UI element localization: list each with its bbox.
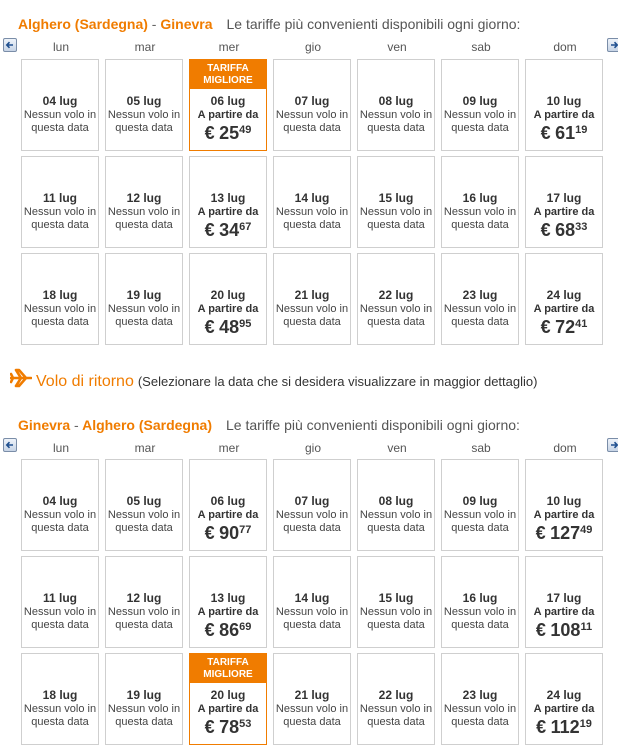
no-flight-text: Nessun volo in questa data [23,606,97,631]
day-name: mer [218,441,240,455]
cell-price [526,220,602,241]
cell-date: 05 lug [126,494,162,508]
cell-date: 17 lug [546,191,582,205]
cell-date: 12 lug [126,191,162,205]
currency-symbol: € [204,523,215,543]
price-integer: 86 [219,620,240,640]
cell-date: 06 lug [210,94,246,108]
outbound-route-to: Ginevra [160,16,213,32]
day-name: gio [304,441,321,455]
cell-date: 23 lug [462,688,498,702]
no-flight-text: Nessun volo in questa data [359,109,433,134]
cell-price [526,523,602,544]
day-cell [105,653,183,745]
day-cell[interactable] [189,156,267,248]
price-cents: 19 [575,124,588,136]
no-flight-text: Nessun volo in questa data [107,206,181,231]
cell-date: 04 lug [42,494,78,508]
day-cell[interactable] [525,653,603,745]
day-cell [21,59,99,151]
cell-date: 18 lug [42,688,78,702]
price-cents: 49 [239,124,252,136]
price-cents: 67 [239,221,252,233]
inbound-next-week-button[interactable] [607,438,618,452]
cell-date: 22 lug [378,688,414,702]
currency-symbol: € [204,123,215,143]
from-label: A partire da [533,109,595,121]
day-cell[interactable] [525,59,603,151]
return-flight-title: Volo di ritorno [36,373,134,390]
price-integer: 68 [555,220,576,240]
cell-date: 21 lug [294,288,330,302]
no-flight-text: Nessun volo in questa data [359,303,433,328]
day-cell [273,59,351,151]
no-flight-text: Nessun volo in questa data [107,303,181,328]
inbound-route [18,417,212,433]
return-flight-hint: (Selezionare la data che si desidera visualizzare in maggior dettaglio) [137,374,538,389]
no-flight-text: Nessun volo in questa data [107,509,181,534]
price-cents: 33 [575,221,588,233]
day-cell[interactable] [189,556,267,648]
cell-date: 20 lug [210,288,246,302]
from-label: A partire da [533,606,595,618]
best-fare-badge: TARIFFA MIGLIORE [190,654,266,683]
cell-date: 09 lug [462,94,498,108]
no-flight-text: Nessun volo in questa data [443,703,517,728]
price-integer: 78 [219,717,240,737]
no-flight-text: Nessun volo in questa data [107,703,181,728]
from-label: A partire da [197,303,259,315]
currency-symbol: € [204,620,215,640]
currency-symbol: € [536,717,547,737]
day-cell [357,156,435,248]
cell-date: 13 lug [210,591,246,605]
day-cell[interactable] [525,459,603,551]
cell-date: 24 lug [546,688,582,702]
day-name: ven [387,40,407,54]
price-cents: 19 [579,718,592,730]
price-integer: 72 [555,317,576,337]
price-cents: 11 [580,621,593,633]
day-cell [105,459,183,551]
day-cell [441,156,519,248]
no-flight-text: Nessun volo in questa data [275,703,349,728]
price-integer: 108 [550,620,581,640]
cell-price [526,123,602,144]
cell-price [526,317,602,338]
price-integer: 25 [219,123,240,143]
no-flight-text: Nessun volo in questa data [23,206,97,231]
cell-date: 14 lug [294,591,330,605]
cell-date: 05 lug [126,94,162,108]
cell-date: 12 lug [126,591,162,605]
price-cents: 77 [239,524,252,536]
day-name: mar [134,441,156,455]
day-cell[interactable] [525,156,603,248]
price-cents: 53 [239,718,252,730]
day-name: sab [471,441,491,455]
no-flight-text: Nessun volo in questa data [359,206,433,231]
inbound-route-separator: - [74,417,79,433]
day-cell [21,459,99,551]
cell-price [190,317,266,338]
day-cell [105,156,183,248]
price-integer: 48 [219,317,240,337]
cell-date: 09 lug [462,494,498,508]
day-cell[interactable] [189,253,267,345]
no-flight-text: Nessun volo in questa data [107,606,181,631]
day-cell [357,556,435,648]
day-cell [357,653,435,745]
price-cents: 69 [239,621,252,633]
cell-price [190,717,266,738]
day-name: gio [304,40,321,54]
day-cell[interactable] [189,653,267,745]
cell-price [190,220,266,241]
day-name: dom [553,441,577,455]
cell-date: 18 lug [42,288,78,302]
outbound-next-week-button[interactable] [607,38,618,52]
from-label: A partire da [197,703,259,715]
currency-symbol: € [204,317,215,337]
cell-date: 21 lug [294,688,330,702]
no-flight-text: Nessun volo in questa data [23,303,97,328]
day-cell [105,253,183,345]
from-label: A partire da [533,206,595,218]
cell-date: 07 lug [294,494,330,508]
from-label: A partire da [197,206,259,218]
price-cents: 41 [575,318,588,330]
day-cell [441,459,519,551]
day-name: sab [471,40,491,54]
no-flight-text: Nessun volo in questa data [275,303,349,328]
day-name: mar [134,40,156,54]
day-cell [357,253,435,345]
currency-symbol: € [540,220,551,240]
day-cell [273,459,351,551]
cell-date: 15 lug [378,591,414,605]
day-cell[interactable] [189,459,267,551]
cell-date: 20 lug [210,688,246,702]
no-flight-text: Nessun volo in questa data [443,109,517,134]
cell-date: 11 lug [42,591,77,605]
day-cell[interactable] [525,253,603,345]
no-flight-text: Nessun volo in questa data [23,509,97,534]
currency-symbol: € [540,123,551,143]
cell-date: 10 lug [546,94,582,108]
arrow-right-icon [608,439,618,451]
day-cell [441,556,519,648]
no-flight-text: Nessun volo in questa data [359,703,433,728]
inbound-header [18,417,520,437]
arrow-right-icon [608,39,618,51]
day-cell [21,156,99,248]
from-label: A partire da [197,109,259,121]
return-flight-header [10,368,537,390]
price-integer: 34 [219,220,240,240]
no-flight-text: Nessun volo in questa data [443,303,517,328]
outbound-route-separator: - [151,16,157,32]
cell-date: 10 lug [546,494,582,508]
cell-date: 24 lug [546,288,582,302]
currency-symbol: € [535,620,546,640]
cell-date: 19 lug [126,688,162,702]
day-cell [357,459,435,551]
no-flight-text: Nessun volo in questa data [443,206,517,231]
day-name: ven [387,441,407,455]
no-flight-text: Nessun volo in questa data [359,509,433,534]
day-name: mer [218,40,240,54]
from-label: A partire da [533,703,595,715]
no-flight-text: Nessun volo in questa data [443,509,517,534]
best-fare-badge: TARIFFA MIGLIORE [190,60,266,89]
day-cell [357,59,435,151]
cell-date: 17 lug [546,591,582,605]
cell-date: 08 lug [378,494,414,508]
outbound-route-from: Alghero (Sardegna) [18,16,148,32]
cell-date: 04 lug [42,94,78,108]
cell-price [190,523,266,544]
from-label: A partire da [197,509,259,521]
arrow-left-icon [4,39,16,51]
no-flight-text: Nessun volo in questa data [23,703,97,728]
outbound-subtitle: Le tariffe più convenienti disponibili ogni giorno: [226,16,521,32]
no-flight-text: Nessun volo in questa data [275,206,349,231]
price-integer: 112 [550,717,580,737]
cell-price [526,717,602,738]
day-name: lun [52,40,69,54]
outbound-header [18,16,520,36]
day-name: lun [52,441,69,455]
from-label: A partire da [197,606,259,618]
day-cell [21,556,99,648]
price-integer: 127 [550,523,581,543]
day-cell [273,556,351,648]
day-cell [273,253,351,345]
day-cell[interactable] [525,556,603,648]
no-flight-text: Nessun volo in questa data [107,109,181,134]
currency-symbol: € [540,317,551,337]
cell-date: 13 lug [210,191,246,205]
day-cell[interactable] [189,59,267,151]
outbound-prev-week-button[interactable] [3,38,17,52]
cell-date: 16 lug [462,591,498,605]
inbound-route-from: Ginevra [18,417,71,433]
currency-symbol: € [204,717,215,737]
cell-date: 16 lug [462,191,498,205]
inbound-route-to: Alghero (Sardegna) [82,417,212,433]
price-integer: 61 [555,123,576,143]
from-label: A partire da [533,509,595,521]
no-flight-text: Nessun volo in questa data [275,606,349,631]
no-flight-text: Nessun volo in questa data [275,509,349,534]
day-cell [105,59,183,151]
inbound-subtitle: Le tariffe più convenienti disponibili ogni giorno: [225,417,520,433]
price-integer: 90 [219,523,240,543]
cell-price [190,620,266,641]
day-cell [441,253,519,345]
cell-date: 23 lug [462,288,498,302]
airplane-icon [10,368,32,388]
day-cell [105,556,183,648]
day-cell [273,653,351,745]
currency-symbol: € [535,523,546,543]
price-cents: 95 [239,318,252,330]
cell-date: 11 lug [42,191,77,205]
from-label: A partire da [533,303,595,315]
cell-date: 08 lug [378,94,414,108]
inbound-prev-week-button[interactable] [3,438,17,452]
no-flight-text: Nessun volo in questa data [23,109,97,134]
cell-date: 19 lug [126,288,162,302]
cell-date: 06 lug [210,494,246,508]
currency-symbol: € [204,220,215,240]
no-flight-text: Nessun volo in questa data [275,109,349,134]
cell-price [190,123,266,144]
arrow-left-icon [4,439,16,451]
day-name: dom [553,40,577,54]
cell-date: 15 lug [378,191,414,205]
cell-date: 22 lug [378,288,414,302]
day-cell [21,653,99,745]
no-flight-text: Nessun volo in questa data [359,606,433,631]
price-cents: 49 [580,524,593,536]
cell-price [526,620,602,641]
day-cell [441,653,519,745]
day-cell [21,253,99,345]
cell-date: 07 lug [294,94,330,108]
no-flight-text: Nessun volo in questa data [443,606,517,631]
day-cell [273,156,351,248]
outbound-route [18,16,213,32]
day-cell [441,59,519,151]
cell-date: 14 lug [294,191,330,205]
